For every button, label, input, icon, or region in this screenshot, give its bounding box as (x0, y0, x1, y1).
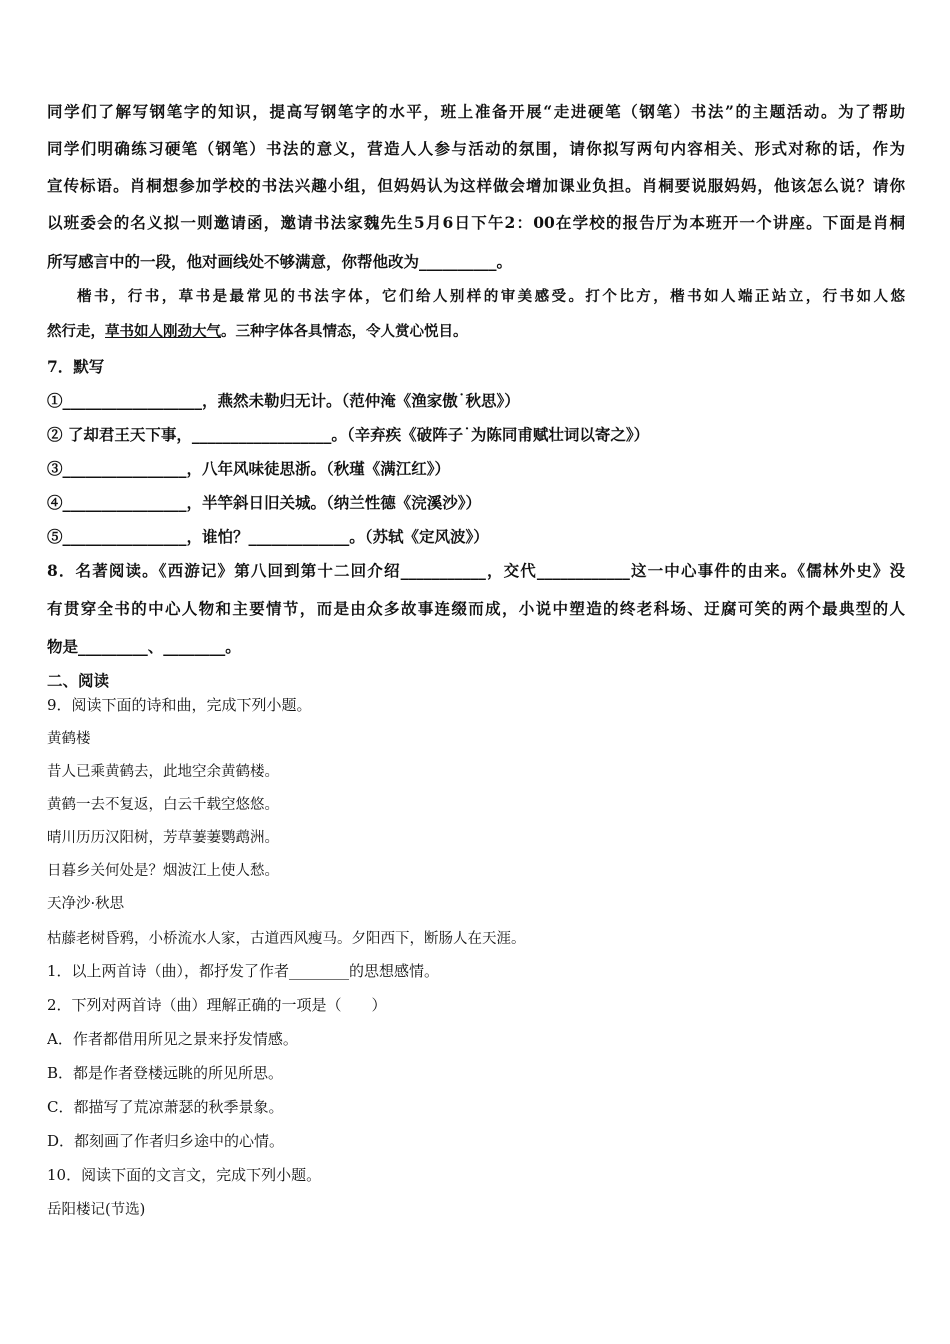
excerpt-line-2-start: 然行走， (47, 323, 105, 340)
q9-subquestion-2: 2．下列对两首诗（曲）理解正确的一项是（ ） (47, 996, 387, 1014)
intro-line-1: 同学们了解写钢笔字的知识，提高写钢笔字的水平，班上准备开展“走进硬笔（钢笔）书法”的主题活动。为了帮助 (47, 102, 905, 121)
excerpt-line-2-end: 。三种字体各具情态，令人赏心悦目。 (221, 323, 468, 340)
section-2-heading: 二、阅读 (47, 671, 110, 690)
intro-line-5: 所写感言中的一段，他对画线处不够满意，你帮他改为__________。 (47, 252, 513, 271)
poem-1-line-2: 黄鹤一去不复返，白云千载空悠悠。 (47, 797, 279, 813)
poem-2-text: 枯藤老树昏鸦，小桥流水人家，古道西风瘦马。夕阳西下，断肠人在天涯。 (47, 931, 526, 947)
q7-line-2: ② 了却君王天下事，__________________。（辛弃疾《破阵子˙为陈同甫赋壮词以寄之》） (47, 425, 650, 444)
option-b: B．都是作者登楼远眺的所见所思。 (47, 1064, 284, 1082)
q7-heading: 7．默写 (47, 357, 105, 376)
poem-1-title: 黄鹤楼 (47, 731, 91, 747)
excerpt-line-1: 楷书，行书，草书是最常见的书法字体，它们给人别样的审美感受。打个比方，楷书如人端正站立，行书如人悠 (77, 288, 905, 305)
option-c: C．都描写了荒凉萧瑟的秋季景象。 (47, 1098, 284, 1116)
poem-2-title: 天净沙·秋思 (47, 896, 125, 912)
excerpt-underlined-phrase: 草书如人刚劲大气 (105, 323, 221, 340)
q10-passage-title: 岳阳楼记(节选) (47, 1202, 146, 1218)
poem-1-line-1: 昔人已乘黄鹤去，此地空余黄鹤楼。 (47, 764, 279, 780)
q8-line-1: 8．名著阅读。《西游记》第八回到第十二回介绍___________，交代____________这一中心事件的由来。《儒林外史》没 (47, 561, 905, 580)
intro-line-2: 同学们明确练习硬笔（钢笔）书法的意义，营造人人参与活动的氛围，请你拟写两句内容相关、形式对称的话，作为 (47, 139, 905, 158)
q7-line-1: ①__________________，燕然未勒归无计。（范仲淹《渔家傲˙秋思》） (47, 391, 520, 410)
q9-intro: 9．阅读下面的诗和曲，完成下列小题。 (47, 696, 312, 714)
intro-line-4: 以班委会的名义拟一则邀请函，邀请书法家魏先生5月6日下午2：00在学校的报告厅为本班开一个讲座。下面是肖桐 (47, 213, 905, 232)
q10-intro: 10．阅读下面的文言文，完成下列小题。 (47, 1166, 322, 1184)
poem-1-line-4: 日暮乡关何处是？烟波江上使人愁。 (47, 863, 279, 879)
excerpt-line-2 (47, 320, 905, 341)
option-d: D．都刻画了作者归乡途中的心情。 (47, 1132, 285, 1150)
intro-line-3: 宣传标语。肖桐想参加学校的书法兴趣小组，但妈妈认为这样做会增加课业负担。肖桐要说服妈妈，他该怎么说？请你 (47, 176, 905, 195)
q7-line-3: ③________________，八年风味徒思浙。（秋瑾《满江红》） (47, 459, 451, 478)
q9-subquestion-1: 1．以上两首诗（曲），都抒发了作者________的思想感情。 (47, 962, 440, 980)
q8-line-3: 物是_________、________。 (47, 637, 241, 656)
q7-line-5: ⑤________________，谁怕？_____________。（苏轼《定风波》） (47, 527, 489, 546)
q8-line-2: 有贯穿全书的中心人物和主要情节，而是由众多故事连缀而成，小说中塑造的终老科场、迂腐可笑的两个最典型的人 (47, 599, 905, 618)
poem-1-line-3: 晴川历历汉阳树，芳草萋萋鹦鹉洲。 (47, 830, 279, 846)
q7-line-4: ④________________，半竿斜日旧关城。（纳兰性德《浣溪沙》） (47, 493, 482, 512)
option-a: A．作者都借用所见之景来抒发情感。 (47, 1030, 298, 1048)
